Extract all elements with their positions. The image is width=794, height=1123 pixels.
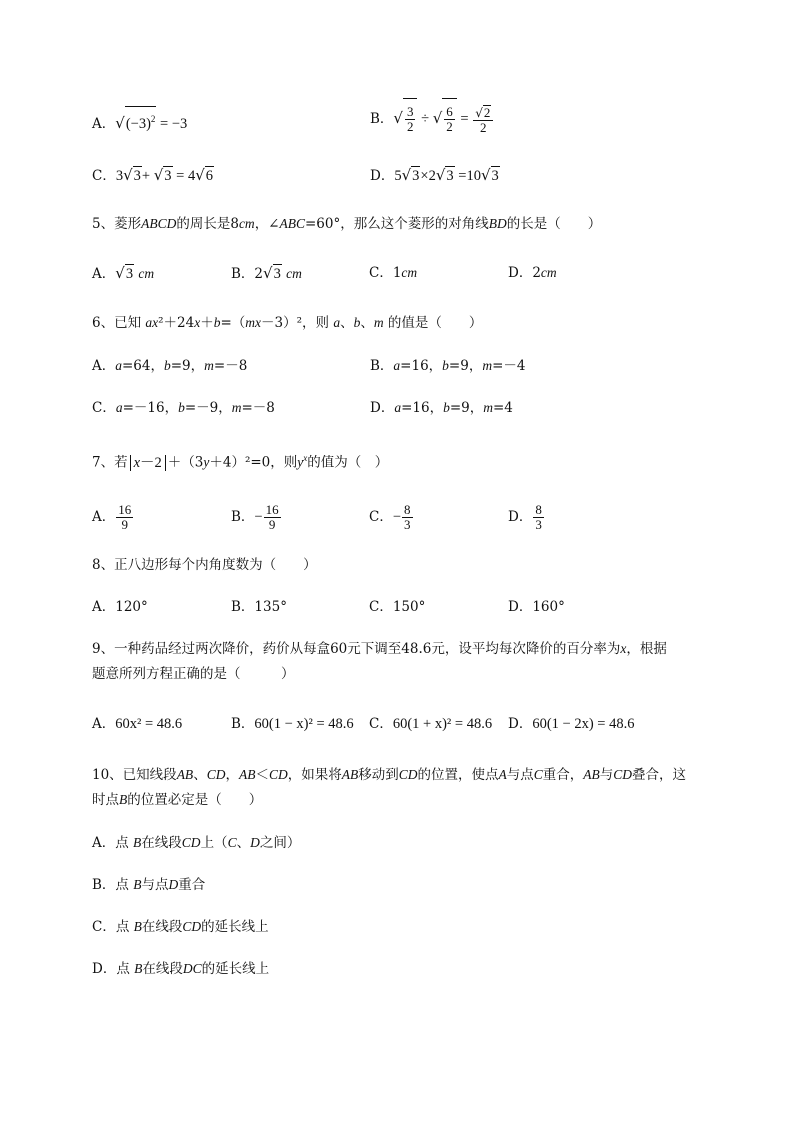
q4-option-b[interactable]: B．√ $\frac{3}{2}$ ÷ √ $\frac{6}{2}$ = $\frac{√2}{2}$ bbox=[370, 98, 494, 138]
q4-option-c[interactable]: C．3√3+ √3 = 4√6 bbox=[92, 166, 214, 184]
q6-option-a[interactable]: A．a=64，b=9，m=－8 bbox=[92, 358, 248, 374]
q5-option-c[interactable]: C．1cm bbox=[369, 265, 418, 281]
q7-option-d[interactable]: D． $\frac{8}{3}$ bbox=[508, 502, 542, 532]
q10-option-d[interactable]: D．点 B在线段DC的延长线上 bbox=[92, 961, 270, 977]
q6-option-d[interactable]: D．a=16，b=9，m=4 bbox=[370, 400, 513, 416]
q9-option-b[interactable]: B．60(1 − x)² = 48.6 bbox=[231, 716, 354, 732]
q10-option-b[interactable]: B．点 B与点D重合 bbox=[92, 877, 206, 893]
q4-option-d[interactable]: D．5√3×2√3 =10√3 bbox=[370, 166, 499, 184]
q8-option-c[interactable]: C．150° bbox=[369, 599, 426, 615]
q10-option-a[interactable]: A．点 B在线段CD上（C、D之间） bbox=[92, 835, 301, 851]
q9-option-d[interactable]: D．60(1 − 2x) = 48.6 bbox=[508, 716, 635, 732]
q7-option-b[interactable]: B．− $\frac{16}{9}$ bbox=[231, 502, 279, 532]
q5-option-a[interactable]: A．√3 cm bbox=[92, 264, 155, 282]
q10-stem-line2: 时点B的位置必定是（ ） bbox=[92, 792, 263, 808]
q6-option-b[interactable]: B．a=16，b=9，m=－4 bbox=[370, 358, 526, 374]
q9-stem-line1: 9、一种药品经过两次降价，药价从每盒60元下调至48.6元，设平均每次降价的百分率为x，根据 bbox=[92, 641, 667, 657]
q7-option-c[interactable]: C．− $\frac{8}{3}$ bbox=[369, 502, 411, 532]
q6-option-c[interactable]: C．a=－16，b=－9，m=－8 bbox=[92, 400, 275, 416]
q8-option-d[interactable]: D．160° bbox=[508, 599, 565, 615]
q8-stem: 8、正八边形每个内角度数为（ ） bbox=[92, 557, 317, 573]
q5-stem: 5、菱形ABCD的周长是8cm，∠ABC=60°，那么这个菱形的对角线BD的长是（ ） bbox=[92, 216, 602, 232]
q6-stem: 6、已知 ax²＋24x＋b=（mx－3）²，则 a、b、m 的值是（ ） bbox=[92, 315, 483, 331]
q7-stem: 7、若 x－2 ＋（3y＋4）²=0，则$y^x$的值为（ ） bbox=[92, 453, 389, 471]
q9-stem-line2: 题意所列方程正确的是（ ） bbox=[92, 666, 295, 682]
q5-option-d[interactable]: D．2cm bbox=[508, 265, 557, 281]
q5-option-b[interactable]: B．2√3 cm bbox=[231, 264, 302, 282]
q7-option-a[interactable]: A． $\frac{16}{9}$ bbox=[92, 502, 132, 532]
q9-option-c[interactable]: C．60(1 + x)² = 48.6 bbox=[369, 716, 493, 732]
q10-option-c[interactable]: C．点 B在线段CD的延长线上 bbox=[92, 919, 269, 935]
q9-option-a[interactable]: A．60x² = 48.6 bbox=[92, 716, 183, 732]
q8-option-b[interactable]: B．135° bbox=[231, 599, 287, 615]
q10-stem-line1: 10、已知线段AB、CD，AB＜CD，如果将AB移动到CD的位置，使点A与点C重合，AB与CD叠合，这 bbox=[92, 767, 687, 783]
q8-option-a[interactable]: A．120° bbox=[92, 599, 148, 615]
q4-option-a[interactable]: A．$√(-3)^2 = -3$ bbox=[92, 106, 187, 130]
